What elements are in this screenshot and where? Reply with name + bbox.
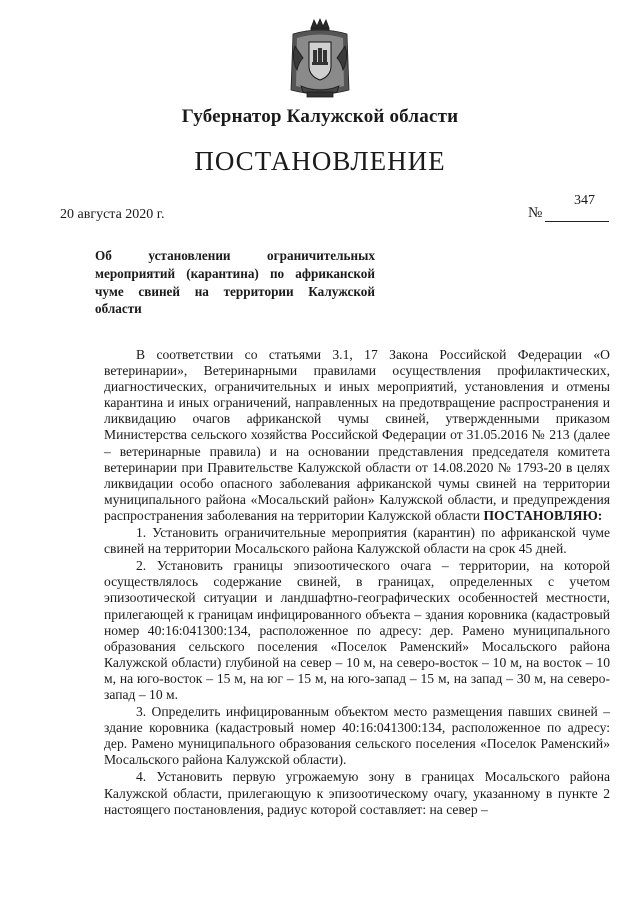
coat-of-arms-emblem bbox=[287, 18, 353, 100]
document-type-heading: ПОСТАНОВЛЕНИЕ bbox=[194, 146, 446, 176]
issuer-title: Губернатор Калужской области bbox=[181, 106, 459, 127]
document-number-label: № bbox=[528, 205, 543, 221]
document-body bbox=[104, 347, 610, 818]
clause-3: 3. Определить инфицированным объектом место размещения павших свиней – здание коровника (кадастровый номер 40:16:041300:134, расположенное по адресу: дер. Рамено муниципального образования сельского поселения «Поселок Раменский» Мосальского района Калужской области). bbox=[104, 704, 610, 768]
preamble-text: В соответствии со статьями 3.1, 17 Закона Российской Федерации «О ветеринарии», Ветеринарными правилами осуществления профилактических, диагностических, ограничительных и иных мероприятий, установления и отмены карантина и иных ограничений, направленных на предотвращение распространения и ликвидацию очагов африканской чумы свиней, утвержденными приказом Министерства сельского хозяйства Российской Федерации от 31.05.2016 № 213 (далее – ветеринарные правила) и на основании представления председателя комитета ветеринарии при Правительстве Калужской области от 14.08.2020 № 1793-20 в целях ликвидации особо опасного заболевания африканской чумы свиней на территории муниципального района «Мосальский район» Калужской области, и предупреждения распространения заболевания на территории Калужской области bbox=[104, 347, 610, 523]
clause-2: 2. Установить границы эпизоотического очага – территории, на которой осуществлялось содержание свиней, в границах, определенных с учетом эпизоотической ситуации и ландшафтно-географических особенностей местности, прилегающей к границам инфицированного объекта – здания коровника (кадастровый номер 40:16:041300:134, расположенное по адресу: дер. Рамено муниципального образования сельского поселения «Поселок Раменский» Мосальского района Калужской области) глубиной на север – 10 м, на северо-восток – 10 м, на восток – 10 м, на юго-восток – 15 м, на юг – 15 м, на юго-запад – 15 м, на запад – 30 м, на северо-запад – 10 м. bbox=[104, 558, 610, 702]
document-number: 347 bbox=[574, 193, 595, 208]
preamble-paragraph bbox=[104, 347, 610, 524]
document-number-underline bbox=[545, 221, 609, 222]
clause-1: 1. Установить ограничительные мероприятия (карантин) по африканской чуме свиней на территории Мосальского района Калужской области на срок 45 дней. bbox=[104, 525, 610, 557]
coat-of-arms-icon bbox=[287, 18, 353, 100]
document-date: 20 августа 2020 г. bbox=[60, 207, 165, 222]
document-subject: Об установлении ограничительных мероприятий (карантина) по африканской чуме свиней на территории Калужской области bbox=[95, 248, 375, 317]
clause-4: 4. Установить первую угрожаемую зону в границах Мосальского района Калужской области, прилегающую к эпизоотическому очагу, указанному в пункте 2 настоящего постановления, радиус которой составляет: на север – bbox=[104, 769, 610, 817]
decree-word: ПОСТАНОВЛЯЮ: bbox=[483, 507, 603, 523]
